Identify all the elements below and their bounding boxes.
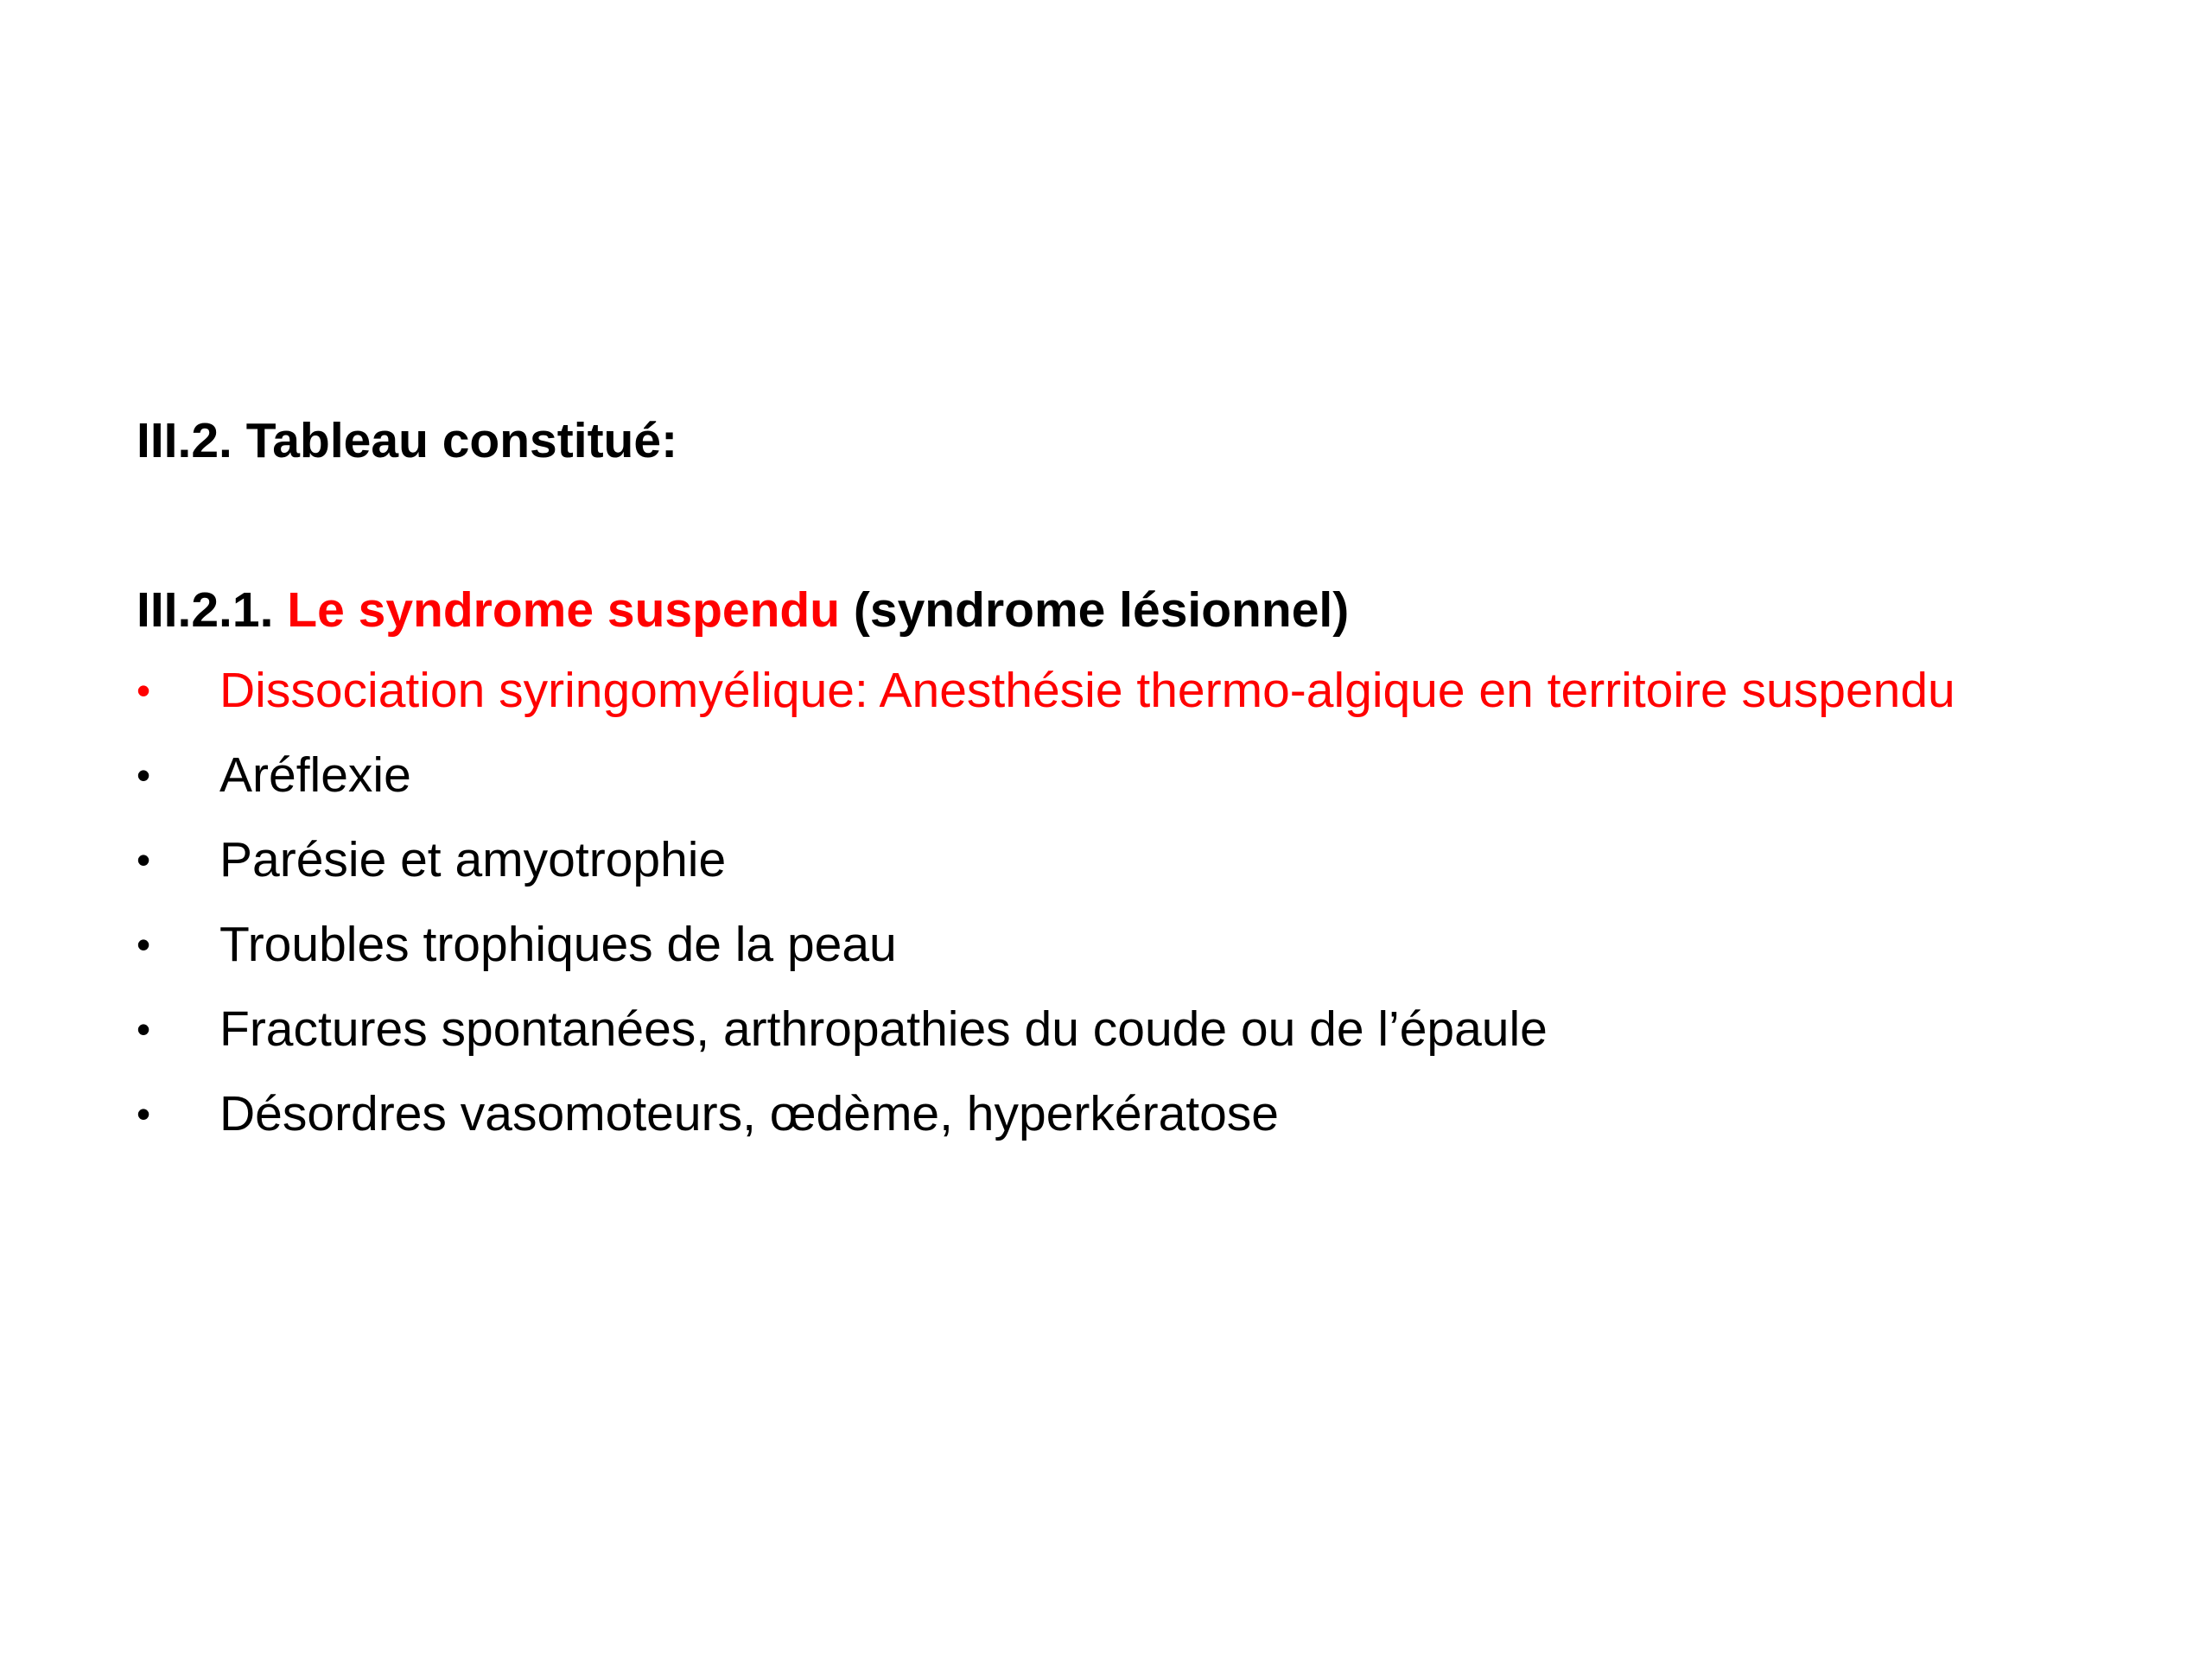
- bullet-icon: •: [137, 1007, 151, 1052]
- bullet-list: [137, 655, 2124, 1149]
- bullet-text: Dissociation syringomyélique: Anesthésie thermo-algique en territoire suspendu: [219, 663, 1955, 718]
- bullet-icon: •: [137, 753, 151, 798]
- slide-content: [137, 406, 2124, 1163]
- subsection-number: III.2.1.: [137, 582, 274, 638]
- bullet-text: Fractures spontanées, arthropathies du coude ou de l’épaule: [219, 1001, 1548, 1057]
- bullet-text: Aréflexie: [219, 747, 411, 803]
- bullet-item-desordres: [137, 1078, 2124, 1149]
- bullet-text: Désordres vasomoteurs, œdème, hyperkératose: [219, 1086, 1280, 1141]
- bullet-item-dissociation: [137, 655, 2043, 726]
- subsection-title-highlight: Le syndrome suspendu: [287, 582, 841, 638]
- bullet-text: Troubles trophiques de la peau: [219, 917, 897, 972]
- bullet-item-areflexie: [137, 740, 2124, 810]
- bullet-icon: •: [137, 922, 151, 967]
- bullet-icon: •: [137, 837, 151, 882]
- section-heading-text: III.2. Tableau constitué:: [137, 413, 678, 468]
- section-heading: [137, 406, 2124, 475]
- bullet-text: Parésie et amyotrophie: [219, 832, 727, 887]
- subsection-title-rest: (syndrome lésionnel): [853, 582, 1350, 638]
- bullet-item-paresie: [137, 824, 2124, 895]
- subsection-heading: [137, 575, 2124, 645]
- bullet-item-troubles-trophiques: [137, 909, 2124, 980]
- bullet-icon: •: [137, 1091, 151, 1136]
- bullet-icon: •: [137, 668, 151, 713]
- bullet-item-fractures: [137, 994, 2124, 1065]
